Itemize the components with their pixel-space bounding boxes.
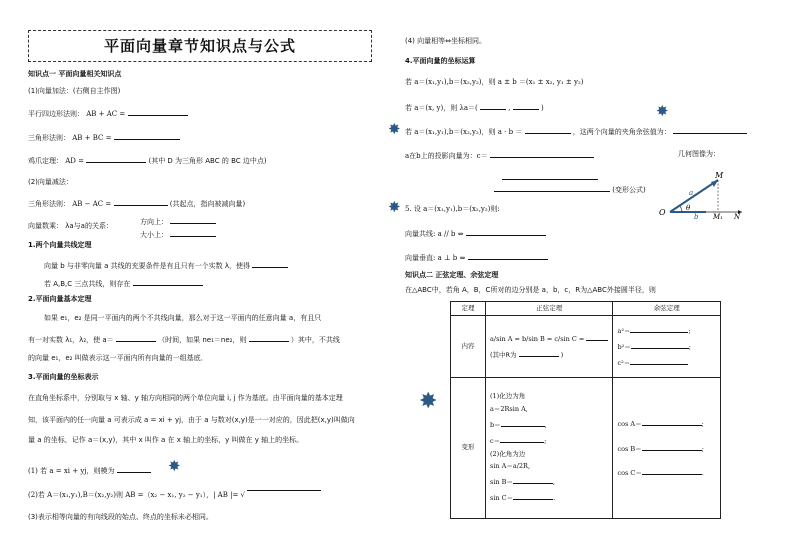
op-line2-c: ) xyxy=(540,104,544,112)
scalar-dir-label: 方向上： xyxy=(140,218,168,226)
blank xyxy=(502,172,598,180)
perp-line xyxy=(405,252,548,262)
label-o: O xyxy=(659,208,666,217)
coord-item1-text: (1) 若 a = xi + yj，则模为 xyxy=(28,467,115,475)
proj-label: a在b上的投影向量为：c＝ xyxy=(405,152,488,160)
sine-t3: c＝ ; xyxy=(490,436,547,445)
sine-t1: a＝2Rsin A, xyxy=(490,405,528,414)
header-cosine: 余弦定理 xyxy=(613,302,721,316)
chicken-note: (其中 D 为三角形 ABC 的 BC 边中点) xyxy=(148,157,267,165)
basic-line1: 如果 e₁，e₂ 是同一平面内的两个不共线向量，那么对于这一平面内的任意向量 a，有且只 xyxy=(44,314,322,322)
basic-line2-b: （时间，如果 ne₁＝ne₂，则 xyxy=(158,336,247,344)
section1-heading: 知识点一 平面向量相关知识点 xyxy=(28,70,122,78)
sine-t7-label: sin C＝ xyxy=(490,493,514,502)
parallelogram-label: 平行四边形法则： xyxy=(28,110,84,118)
law-table xyxy=(450,301,721,519)
sine-note xyxy=(490,349,608,360)
blank xyxy=(519,349,559,357)
coord-line1: 在直角坐标系中，分别取与 x 轴、y 轴方向相同的两个单位向量 i, j 作为基底。由平面向量的基本定理 xyxy=(28,394,343,402)
blank xyxy=(116,334,156,342)
blank xyxy=(630,357,688,365)
vector-a-arrow xyxy=(711,180,718,187)
collinear-text2: 若 A,B,C 三点共线，则存在 xyxy=(44,280,131,288)
blank xyxy=(133,278,203,286)
sine-formula xyxy=(490,333,608,344)
coord-item2 xyxy=(28,490,321,499)
blank xyxy=(501,419,545,427)
sine-t6-label: sin B＝ xyxy=(490,478,513,487)
collinear-heading: 1.两个向量共线定理 xyxy=(28,241,92,249)
cos-t1-label: cos B＝ xyxy=(617,444,642,453)
blank xyxy=(494,184,610,192)
collinear-text1: 向量 b 与非零向量 a 共线的充要条件是有且只有一个实数 λ，使得 xyxy=(44,262,251,270)
scalar-rule xyxy=(28,222,113,230)
op-line2-b: , xyxy=(508,104,511,112)
perp-label: 向量垂直: a ⊥ b ⇔ xyxy=(405,254,466,262)
blank xyxy=(490,150,594,158)
collinear-line2 xyxy=(44,278,203,288)
label-n: N xyxy=(734,213,741,220)
basic-line2-a: 有一对实数 λ₁，λ₂，使 a＝ xyxy=(28,336,114,344)
blank xyxy=(586,333,608,341)
page-title: 平面向量章节知识点与公式 xyxy=(103,37,296,55)
blank xyxy=(630,325,688,333)
star-icon: ✸ xyxy=(168,457,181,475)
coord-heading: 3.平面向量的坐标表示 xyxy=(28,373,99,381)
triangle-rule xyxy=(28,132,180,142)
blank xyxy=(513,492,553,500)
blank xyxy=(631,341,689,349)
sine-note-end: ) xyxy=(560,351,564,359)
cos-b-sq-label: b²＝ xyxy=(617,343,631,352)
parallelogram-expr: AB + AC = xyxy=(86,110,126,118)
blank xyxy=(513,476,553,484)
star-icon: ✸ xyxy=(419,389,438,414)
header-sine: 正弦定理 xyxy=(486,302,613,316)
blank xyxy=(468,252,548,260)
label-theta: θ xyxy=(686,204,691,212)
projection-diagram xyxy=(656,168,746,220)
deform-note: (变形公式) xyxy=(612,186,646,194)
scalar-mag-label: 大小上： xyxy=(140,231,168,239)
vector-a xyxy=(670,180,718,212)
sine-t4: (2)化角为边 xyxy=(490,449,526,458)
star-icon: ✸ xyxy=(388,120,401,138)
table-header-row xyxy=(451,302,721,316)
add-heading: (1)向量加法：(右侧自主作图) xyxy=(28,87,121,95)
op-line1: 若 a＝(x₁,y₁),b＝(x₂,y₂)，则 a ± b ＝(x₁ ± x₂, y₁ ± y₂) xyxy=(405,78,584,86)
blank xyxy=(673,126,747,134)
label-a: a xyxy=(689,189,694,197)
row-label-transform: 变形 xyxy=(451,378,486,519)
header-theorem: 定理 xyxy=(451,302,486,316)
cos-t0: cos A＝ ; xyxy=(617,419,704,428)
chicken-expr: AD = xyxy=(65,157,84,165)
sqrt-bar xyxy=(247,490,321,497)
blank xyxy=(170,229,216,237)
sine-content-cell xyxy=(486,316,613,378)
op-heading: 4.平面向量的坐标运算 xyxy=(405,57,476,65)
triangle-expr: AB + BC = xyxy=(72,134,112,142)
chicken-label: 鸡爪定理： xyxy=(28,157,63,165)
chicken-rule xyxy=(28,155,267,165)
op-line3-b: ，这两个向量的夹角余弦值为： xyxy=(572,128,671,136)
scalar-label: 向量数乘： xyxy=(28,222,63,230)
cos-t2-label: cos C＝ xyxy=(617,469,642,478)
sub-triangle-rule xyxy=(28,198,245,208)
label-m1: M₁ xyxy=(713,213,723,220)
blank xyxy=(466,228,546,236)
basic-heading: 2.平面向量基本定理 xyxy=(28,295,92,303)
scalar-expr: λa与a的关系： xyxy=(65,222,113,230)
sine-formula-text: a/sin A = b/sin B = c/sin C = xyxy=(490,335,585,344)
sub-note: (共起点，指向被减向量) xyxy=(169,200,246,208)
geom-label: 几何图像为： xyxy=(678,150,720,158)
blank xyxy=(170,216,216,224)
sub-triangle-label: 三角形法则： xyxy=(28,200,70,208)
blank xyxy=(642,467,702,475)
coord-item2-text: (2)若 A＝(x₁,y₁),B＝(x₂,y₂)则 AB =（x₂ − x₁, y₂ − y₁），| AB |= √ xyxy=(28,491,246,499)
parallel-label: 向量共线: a // b ⇔ xyxy=(405,230,464,238)
parallelogram-rule xyxy=(28,108,188,118)
op-line3 xyxy=(405,126,747,136)
blank xyxy=(86,155,146,163)
item4: (4) 向量相等⇔坐标相同。 xyxy=(405,37,487,45)
basic-line2 xyxy=(28,334,340,344)
cos-t2: cos C＝ . xyxy=(617,469,704,478)
sub-triangle-expr: AB − AC = xyxy=(72,200,112,208)
collinear-line1 xyxy=(44,260,288,270)
parallel-line xyxy=(405,228,546,238)
sine-t3-label: c＝ xyxy=(490,436,501,445)
coord-line2: 知，该平面内的任一向量 a 可表示成 a = xi + yj，由于 a 与数对(x,y)是一一对应的，因此把(x,y)叫做向 xyxy=(28,416,355,424)
sine-t7: sin C＝ . xyxy=(490,493,556,502)
triangle-label: 三角形法则： xyxy=(28,134,70,142)
cosine-transform-cell xyxy=(613,378,721,519)
cos-c-sq xyxy=(617,357,716,368)
sine-t2-label: b＝ xyxy=(490,420,501,429)
scalar-direction xyxy=(140,216,216,226)
sine-note-text: (其中R为 xyxy=(490,351,517,359)
table-row-content xyxy=(451,316,721,378)
table-row-transform xyxy=(451,378,721,519)
star-icon: ✸ xyxy=(656,102,669,120)
blank xyxy=(252,260,288,268)
title-box xyxy=(28,30,372,62)
cos-a-sq: a²＝ ; xyxy=(617,327,691,336)
op-line3-a: 若 a＝(x₁,y₁),b＝(x₂,y₂)，则 a · b ＝ xyxy=(405,128,523,136)
cos-a-sq-label: a²＝ xyxy=(617,327,631,336)
label-b: b xyxy=(694,213,699,220)
cos-c-sq-label: c²＝ xyxy=(617,358,631,367)
sub-heading: (2)向量减法： xyxy=(28,178,73,186)
coord-item3: (3)表示相等向量的有向线段的始点、终点的坐标未必相同。 xyxy=(28,513,213,521)
blank xyxy=(480,102,506,110)
coord-item1 xyxy=(28,465,151,475)
blank xyxy=(500,435,544,443)
sine-t6: sin B＝ , xyxy=(490,478,556,487)
proj-line xyxy=(405,150,594,160)
blank xyxy=(128,108,188,116)
row-label-content: 内容 xyxy=(451,316,486,378)
blank xyxy=(642,418,702,426)
label-m: M xyxy=(715,171,724,180)
basic-line3: 的向量 e₁，e₂ 叫做表示这一平面内所有向量的一组基底． xyxy=(28,354,208,362)
blank xyxy=(513,102,539,110)
blank xyxy=(117,465,151,473)
blank xyxy=(114,198,168,206)
sine-t5: sin A＝a/2R, xyxy=(490,462,531,471)
deform-line xyxy=(494,184,646,194)
blank xyxy=(249,334,289,342)
sine-t2: b＝ , xyxy=(490,420,547,429)
coord-line3: 量 a 的坐标，记作 a＝(x,y)，其中 x 叫作 a 在 x 轴上的坐标，y 叫做在 y 轴上的坐标。 xyxy=(28,436,304,444)
section2-intro: 在△ABC中，若角 A，B，C所对的边分别是 a，b，c，R为△ABC外接圆半径，则 xyxy=(405,286,656,294)
op-line2 xyxy=(405,102,544,112)
cosine-content-cell xyxy=(613,316,721,378)
op-line2-a: 若 a＝(x, y)，则 λa＝( xyxy=(405,104,478,112)
blank xyxy=(642,443,702,451)
star-icon: ✸ xyxy=(388,198,401,216)
sine-t0: (1)化边为角 xyxy=(490,392,526,401)
item5: 5. 设 a＝(x₁,y₁),b＝(x₂,y₂)则: xyxy=(405,205,500,213)
sine-transform-cell xyxy=(486,378,613,519)
blank xyxy=(114,132,180,140)
basic-line2-c: ）其中，不共线 xyxy=(290,336,340,344)
section2-heading: 知识点二 正弦定理、余弦定理 xyxy=(405,271,499,279)
cos-b-sq: b²＝ ; xyxy=(617,343,691,352)
cos-t1: cos B＝ ; xyxy=(617,444,704,453)
blank xyxy=(525,126,571,134)
deform-blank xyxy=(502,172,598,182)
scalar-magnitude xyxy=(140,229,216,239)
cos-t0-label: cos A＝ xyxy=(617,419,642,428)
